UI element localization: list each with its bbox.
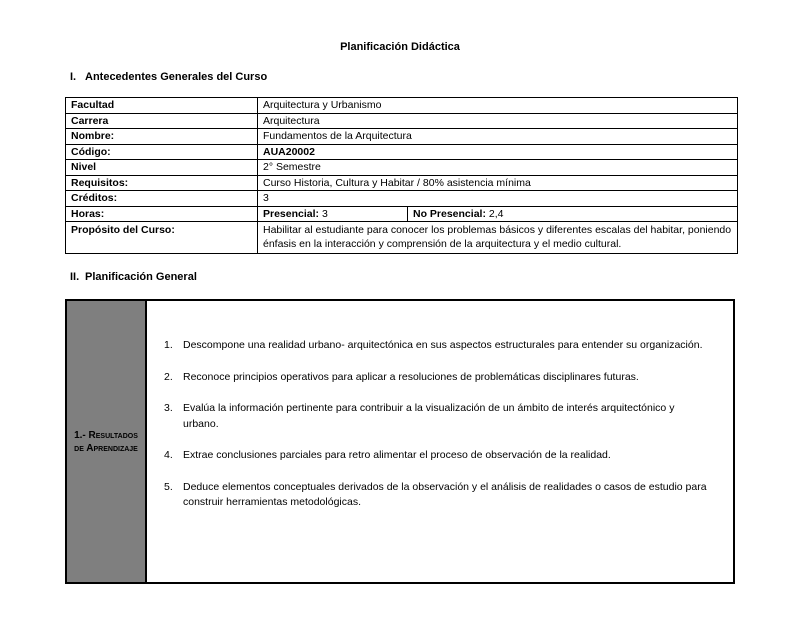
outcome-text: Evalúa la información pertinente para contribuir a la visualización de un ámbito de interés arquitectónico y urbano.: [183, 402, 675, 430]
list-item: [164, 480, 709, 511]
row-value: Arquitectura: [258, 113, 738, 129]
horas-presencial-cell: [258, 206, 408, 222]
horas-no-presencial-cell: [408, 206, 738, 222]
section-heading-text: Antecedentes Generales del Curso: [85, 71, 268, 83]
row-label: Nivel: [66, 160, 258, 176]
table-row-facultad: [66, 98, 738, 114]
table-row-nivel: [66, 160, 738, 176]
section-numeral: II.: [70, 271, 80, 283]
row-label: Carrera: [66, 113, 258, 129]
page-title: Planificación Didáctica: [340, 41, 460, 53]
row-value: Fundamentos de la Arquitectura: [258, 129, 738, 145]
table-row-horas: [66, 206, 738, 222]
outcome-text: Extrae conclusiones parciales para retro alimentar el proceso de observación de la realidad.: [183, 449, 611, 461]
outcome-text: Reconoce principios operativos para aplicar a resoluciones de problemáticas disciplinares futuras.: [183, 370, 639, 383]
row-value: Arquitectura y Urbanismo: [258, 98, 738, 114]
no-presencial-value: 2,4: [488, 207, 504, 220]
list-item: [164, 338, 709, 354]
row-label: Créditos:: [66, 191, 258, 207]
list-item: [164, 448, 709, 464]
table-row-carrera: [66, 113, 738, 129]
table-row-requisitos: [66, 175, 738, 191]
row-value: 3: [258, 191, 738, 207]
row-value: Curso Historia, Cultura y Habitar / 80% asistencia mínima: [258, 175, 738, 191]
section-heading-antecedentes: [70, 71, 267, 83]
section-numeral: I.: [70, 71, 77, 83]
row-value: AUA20002: [258, 144, 738, 160]
presencial-value: 3: [321, 207, 328, 220]
learning-outcomes-cell: [147, 301, 733, 582]
outcome-text: Deduce elementos conceptuales derivados de la observación y el análisis de realidades o casos de estudio para construir herramientas metodológicas.: [183, 480, 707, 508]
no-presencial-label: No Presencial:: [413, 207, 486, 220]
list-item: [164, 401, 709, 432]
row-label: Código:: [66, 144, 258, 160]
table-row-codigo: [66, 144, 738, 160]
table-row-nombre: [66, 129, 738, 145]
table-row-creditos: [66, 191, 738, 207]
row-label: Horas:: [66, 206, 258, 222]
table-row-proposito: [66, 222, 738, 254]
resultados-aprendizaje-header-cell: 1.- Resultados de Aprendizaje: [67, 301, 147, 582]
row-value: Habilitar al estudiante para conocer los problemas básicos y diferentes escalas del habitar, poniendo énfasis en la interacción y comprensión de la arquitectura y el medio cultural.: [258, 222, 738, 254]
row-label: Requisitos:: [66, 175, 258, 191]
learning-outcomes-list: [164, 338, 709, 511]
planificacion-general-table: [65, 299, 735, 584]
row-value: 2° Semestre: [258, 160, 738, 176]
list-item: [164, 370, 709, 386]
section-heading-planificacion: [70, 271, 197, 283]
outcome-text: Descompone una realidad urbano- arquitectónica en sus aspectos estructurales para entender su organización.: [183, 339, 703, 351]
row-label: Facultad: [66, 98, 258, 114]
row-label: Nombre:: [66, 129, 258, 145]
course-info-table: [65, 97, 738, 254]
section-heading-text: Planificación General: [85, 271, 197, 283]
row-label: Propósito del Curso:: [66, 222, 258, 254]
presencial-label: Presencial:: [263, 207, 320, 220]
